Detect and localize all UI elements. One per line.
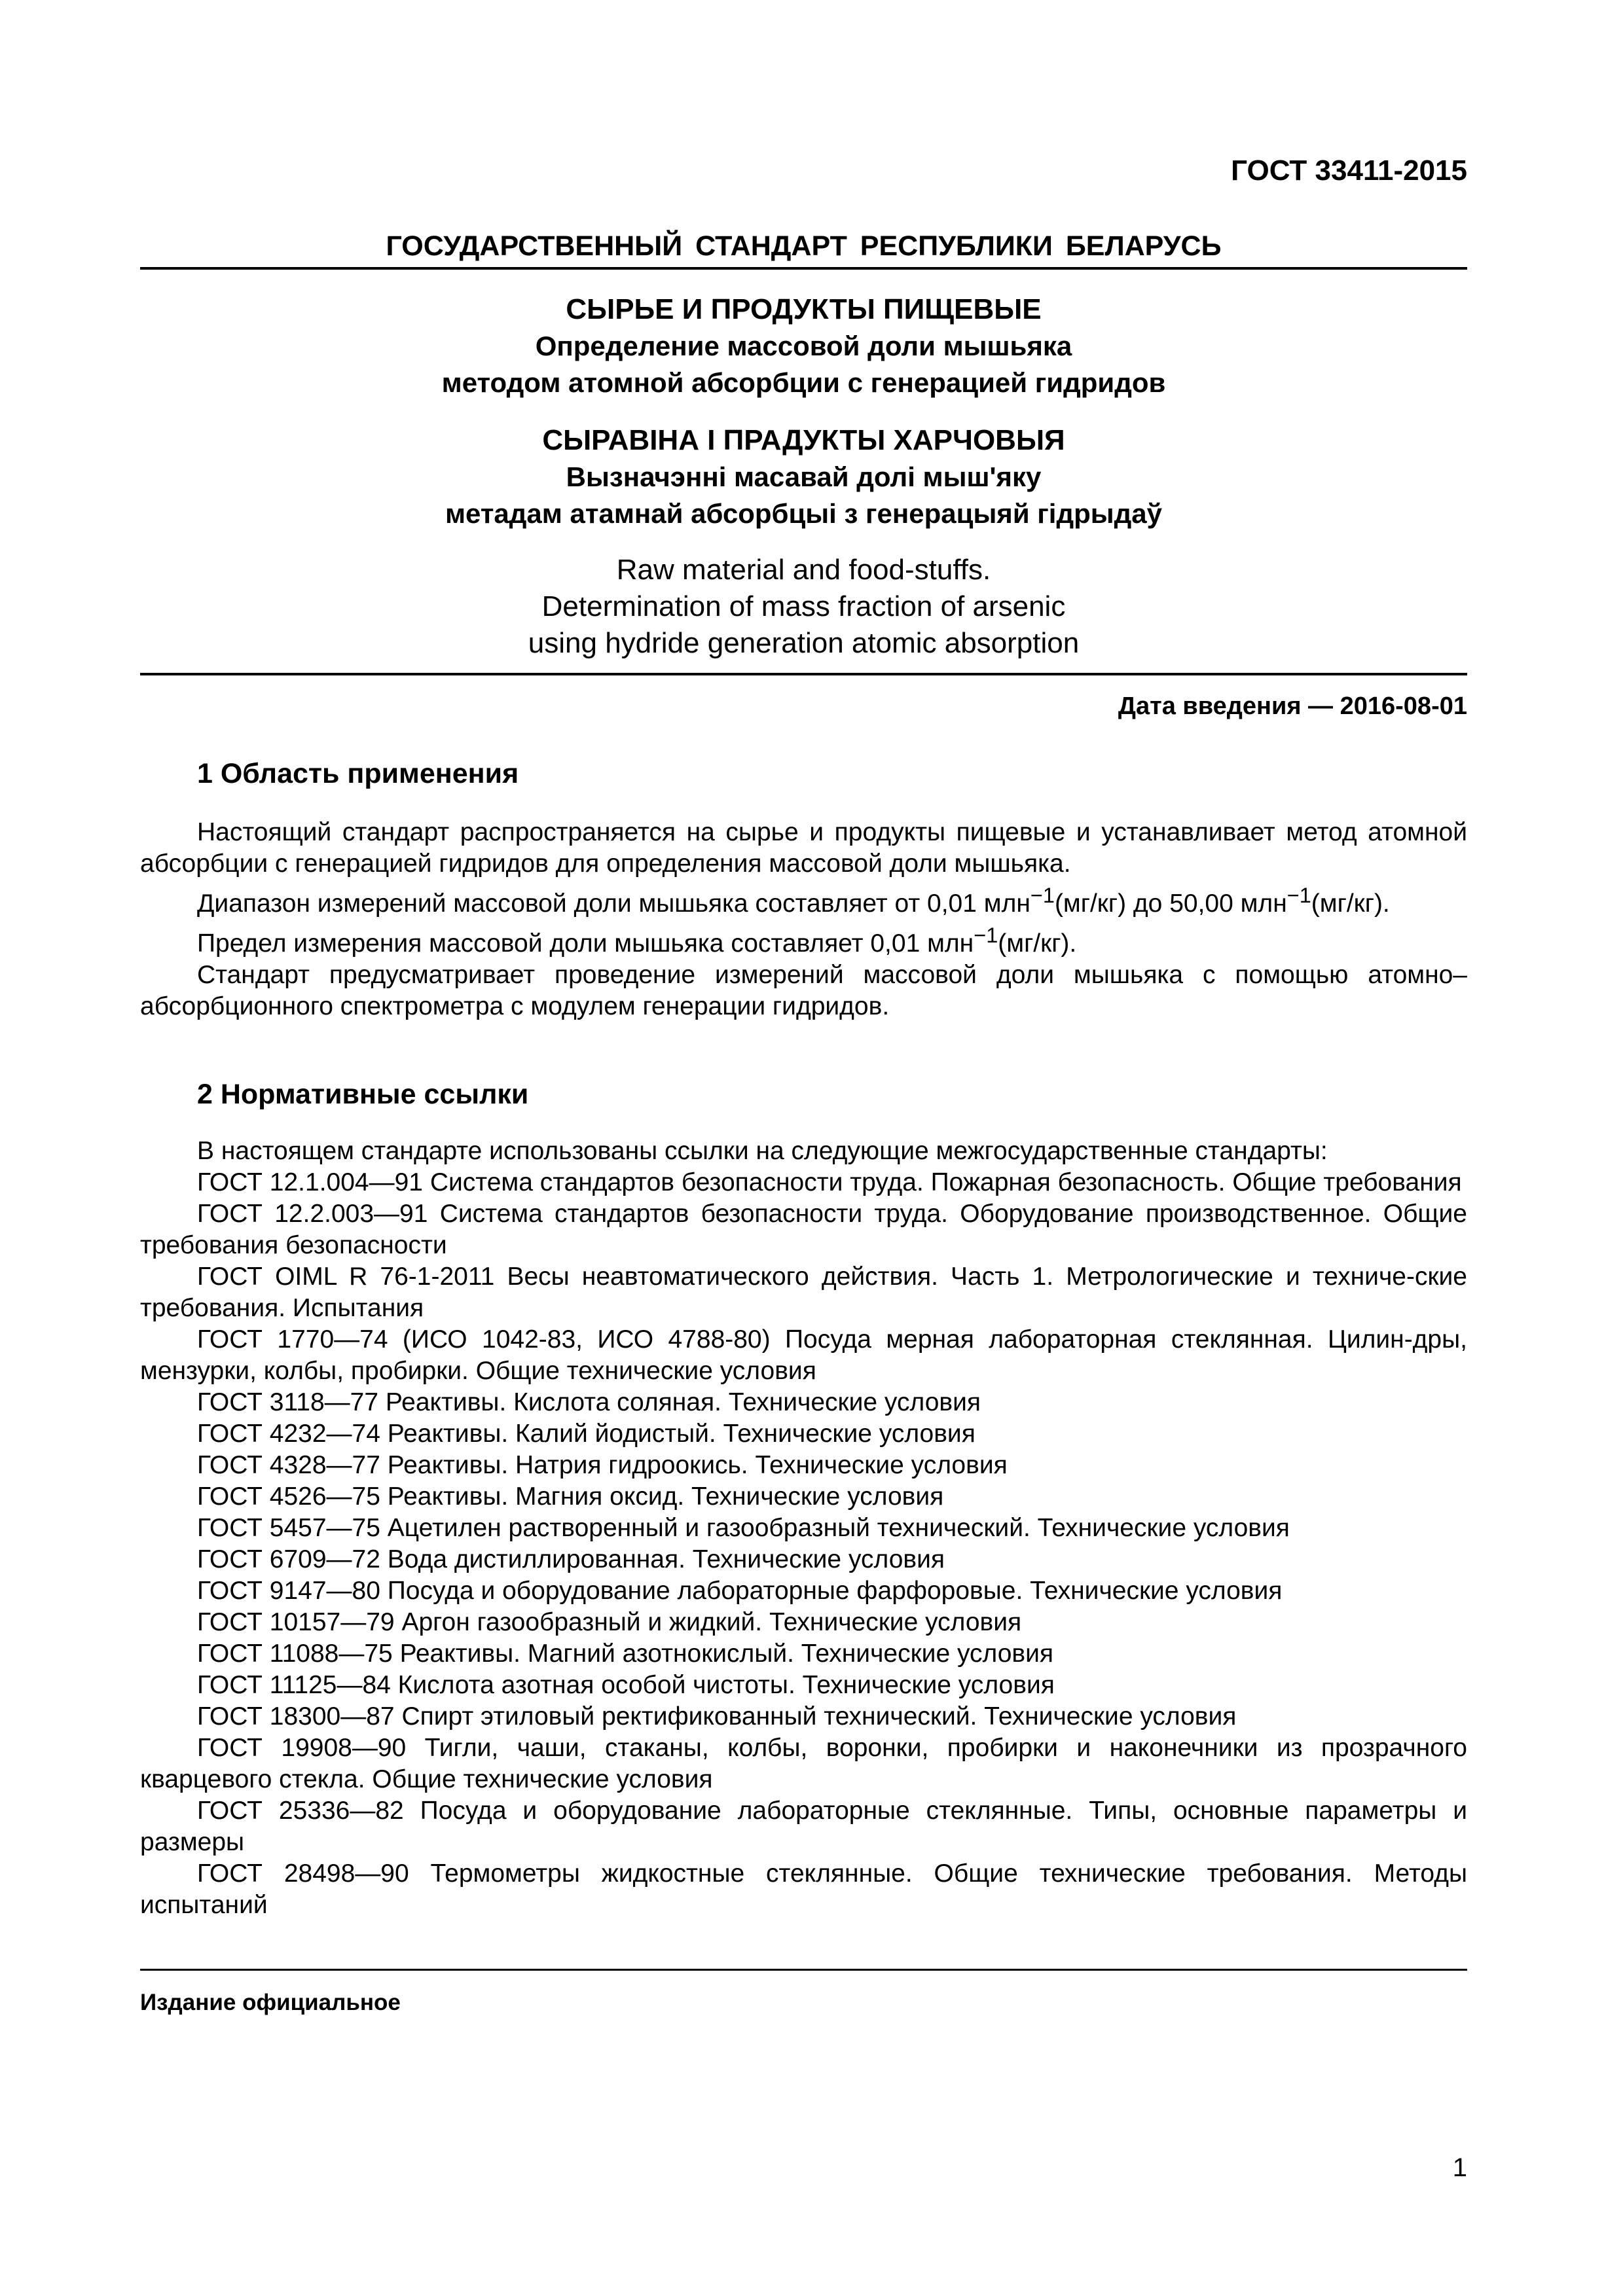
header-rule	[140, 267, 1467, 270]
reference-item: ГОСТ 5457—75 Ацетилен растворенный и газообразный технический. Технические условия	[197, 1514, 1290, 1542]
section-1-body	[140, 817, 1467, 1022]
document-page	[140, 0, 1467, 2296]
scope-paragraph-3	[140, 920, 1467, 960]
reference-item: ГОСТ 11125—84 Кислота азотная особой чистоты. Технические условия	[197, 1671, 1055, 1699]
reference-item: ГОСТ 9147—80 Посуда и оборудование лабораторные фарфоровые. Технические условия	[197, 1577, 1283, 1605]
title-by-line3: метадам атамнай абсорбцыі з генерацыяй гідрыдаў	[445, 498, 1163, 529]
reference-item: ГОСТ 12.2.003—91 Система стандартов безопасности труда. Оборудование производственное. Общие требования безопасности	[140, 1200, 1467, 1259]
title-en-line2: Determination of mass fraction of arsenic	[541, 590, 1066, 622]
reference-item: ГОСТ 3118—77 Реактивы. Кислота соляная. Технические условия	[197, 1388, 981, 1416]
superscript: −1	[974, 924, 998, 947]
reference-item: ГОСТ 6709—72 Вода дистиллированная. Технические условия	[197, 1545, 945, 1573]
scope-paragraph-1: Настоящий стандарт распространяется на сырье и продукты пищевые и устанавливает метод атомной абсорбции с генерацией гидридов для определения массовой доли мышьяка.	[140, 818, 1467, 878]
reference-item: ГОСТ 25336—82 Посуда и оборудование лабораторные стеклянные. Типы, основные параметры и размеры	[140, 1797, 1467, 1856]
reference-item: ГОСТ 11088—75 Реактивы. Магний азотнокислый. Технические условия	[197, 1640, 1054, 1668]
section-2-body	[140, 1136, 1467, 1921]
reference-item: ГОСТ 4526—75 Реактивы. Магния оксид. Технические условия	[197, 1482, 944, 1511]
title-russian	[140, 291, 1467, 401]
title-by-line1: СЫРАВІНА І ПРАДУКТЫ ХАРЧОВЫЯ	[542, 424, 1065, 456]
introduction-date: Дата введения — 2016-08-01	[1118, 692, 1467, 720]
title-by-line2: Вызначэнні масавай долі мыш'яку	[566, 461, 1042, 492]
superscript: −1	[1286, 884, 1311, 907]
reference-item: ГОСТ OIML R 76-1-2011 Весы неавтоматического действия. Часть 1. Метрологические и техниче-ские требования. Испытания	[140, 1263, 1467, 1322]
scope-paragraph-4: Стандарт предусматривает проведение измерений массовой доли мышьяка с помощью атомно–абсорбционного спектрометра с модулем генерации гидридов.	[140, 961, 1467, 1020]
title-english	[140, 552, 1467, 662]
scope-range-text-2: (мг/кг) до 50,00 млн	[1054, 889, 1287, 918]
title-ru-line2: Определение массовой доли мышьяка	[535, 331, 1072, 361]
references-intro: В настоящем стандарте использованы ссылки на следующие межгосударственные стандарты:	[197, 1137, 1328, 1165]
reference-item: ГОСТ 18300—87 Спирт этиловый ректификованный технический. Технические условия	[197, 1702, 1237, 1731]
reference-item: ГОСТ 4232—74 Реактивы. Калий йодистый. Технические условия	[197, 1420, 976, 1448]
scope-range-text-1: Диапазон измерений массовой доли мышьяка составляет от 0,01 млн	[197, 889, 1030, 918]
section-1-heading: 1 Область применения	[197, 758, 519, 789]
footer-rule	[140, 1969, 1467, 1971]
reference-item: ГОСТ 1770—74 (ИСО 1042-83, ИСО 4788-80) Посуда мерная лабораторная стеклянная. Цилин-дры, мензурки, колбы, пробирки. Общие технические условия	[140, 1325, 1467, 1385]
section-2-heading: 2 Нормативные ссылки	[197, 1079, 529, 1110]
title-rule	[140, 673, 1467, 675]
reference-item: ГОСТ 10157—79 Аргон газообразный и жидкий. Технические условия	[197, 1608, 1022, 1636]
document-number: ГОСТ 33411-2015	[1231, 154, 1467, 187]
title-belarusian	[140, 422, 1467, 532]
page-number: 1	[1452, 2153, 1467, 2182]
reference-item: ГОСТ 12.1.004—91 Система стандартов безопасности труда. Пожарная безопасность. Общие требования	[197, 1168, 1462, 1196]
reference-item: ГОСТ 4328—77 Реактивы. Натрия гидроокись. Технические условия	[197, 1451, 1008, 1479]
scope-limit-text-1: Предел измерения массовой доли мышьяка составляет 0,01 млн	[197, 929, 974, 958]
scope-paragraph-2	[140, 880, 1467, 920]
official-edition-label: Издание официальное	[140, 1990, 401, 2015]
title-ru-line3: методом атомной абсорбции с генерацией гидридов	[441, 367, 1166, 398]
state-standard-title: ГОСУДАРСТВЕННЫЙ СТАНДАРТ РЕСПУБЛИКИ БЕЛАРУСЬ	[386, 230, 1222, 262]
title-ru-line1: СЫРЬЕ И ПРОДУКТЫ ПИЩЕВЫЕ	[566, 293, 1042, 325]
scope-limit-text-2: (мг/кг).	[998, 929, 1077, 958]
reference-item: ГОСТ 28498—90 Термометры жидкостные стеклянные. Общие технические требования. Методы испытаний	[140, 1859, 1467, 1919]
title-en-line3: using hydride generation atomic absorption	[528, 627, 1080, 659]
title-en-line1: Raw material and food-stuffs.	[616, 554, 991, 586]
superscript: −1	[1030, 884, 1055, 907]
reference-item: ГОСТ 19908—90 Тигли, чаши, стаканы, колбы, воронки, пробирки и наконечники из прозрачного кварцевого стекла. Общие технические условия	[140, 1734, 1467, 1793]
scope-range-text-3: (мг/кг).	[1311, 889, 1390, 918]
